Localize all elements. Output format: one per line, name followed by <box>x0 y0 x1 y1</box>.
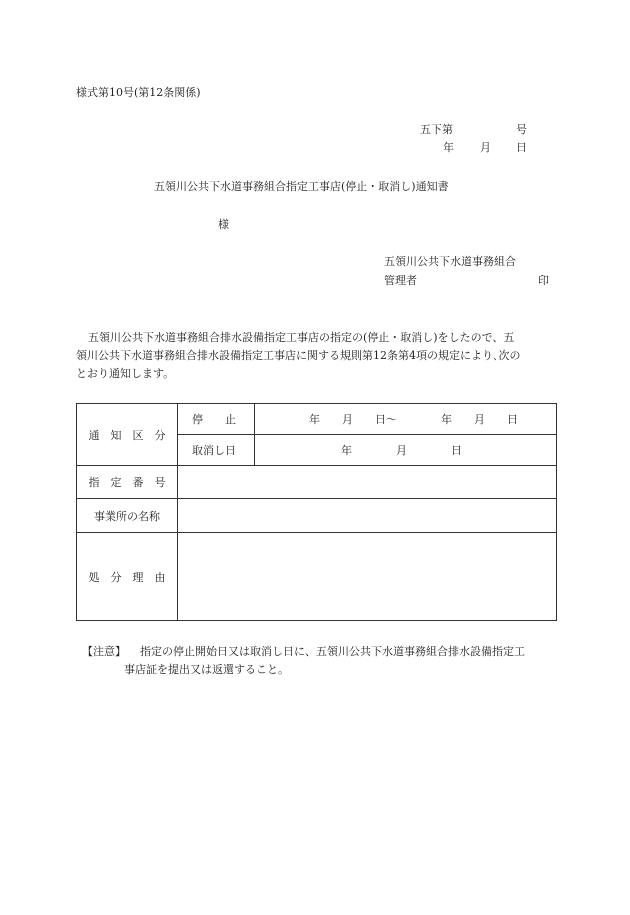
suspend-label: 停 止 <box>178 404 255 435</box>
revoke-date-field: 年 月 日 <box>255 435 557 466</box>
document-title: 五領川公共下水道事務組合指定工事店(停止・取消し)通知書 <box>154 180 449 193</box>
sender-manager: 管理者 <box>384 274 417 287</box>
designation-number-label: 指 定 番 号 <box>77 466 178 499</box>
notice-body-line-3: とおり通知します。 <box>76 367 175 380</box>
seal-mark: 印 <box>538 274 549 287</box>
notice-body <box>76 329 556 383</box>
reference-number-prefix: 五下第 <box>420 123 453 136</box>
revoke-date-label: 取消し日 <box>178 435 255 466</box>
sender-organization: 五領川公共下水道事務組合 <box>384 255 516 268</box>
designation-number-field <box>178 466 557 499</box>
form-number: 様式第10号(第12条関係) <box>76 86 201 99</box>
disposition-reason-label: 処 分 理 由 <box>77 533 178 621</box>
notice-body-line-2: 領川公共下水道事務組合排水設備指定工事店に関する規則第12条第4項の規定により､次の <box>76 349 521 362</box>
caution-text-line-1: 指定の停止開始日又は取消し日に、五領川公共下水道事務組合排水設備指定工 <box>140 645 525 658</box>
reference-number-suffix: 号 <box>516 123 527 136</box>
date-year-label: 年 <box>443 141 454 154</box>
suspend-period-field: 年 月 日～ 年 月 日 <box>255 404 557 435</box>
date-month-label: 月 <box>480 141 491 154</box>
caution-text-line-2: 事店証を提出又は返還すること。 <box>124 663 289 676</box>
office-name-label: 事業所の名称 <box>77 499 178 533</box>
notice-body-line-1: 五領川公共下水道事務組合排水設備指定工事店の指定の(停止・取消し)をしたので、五 <box>88 331 515 344</box>
caution-note <box>82 643 525 679</box>
date-day-label: 日 <box>516 141 527 154</box>
notice-type-label: 通 知 区 分 <box>77 404 178 466</box>
notice-table <box>76 403 557 621</box>
office-name-field <box>178 499 557 533</box>
disposition-reason-field <box>178 533 557 621</box>
addressee-suffix: 様 <box>218 218 229 231</box>
caution-label: 【注意】 <box>82 645 126 658</box>
